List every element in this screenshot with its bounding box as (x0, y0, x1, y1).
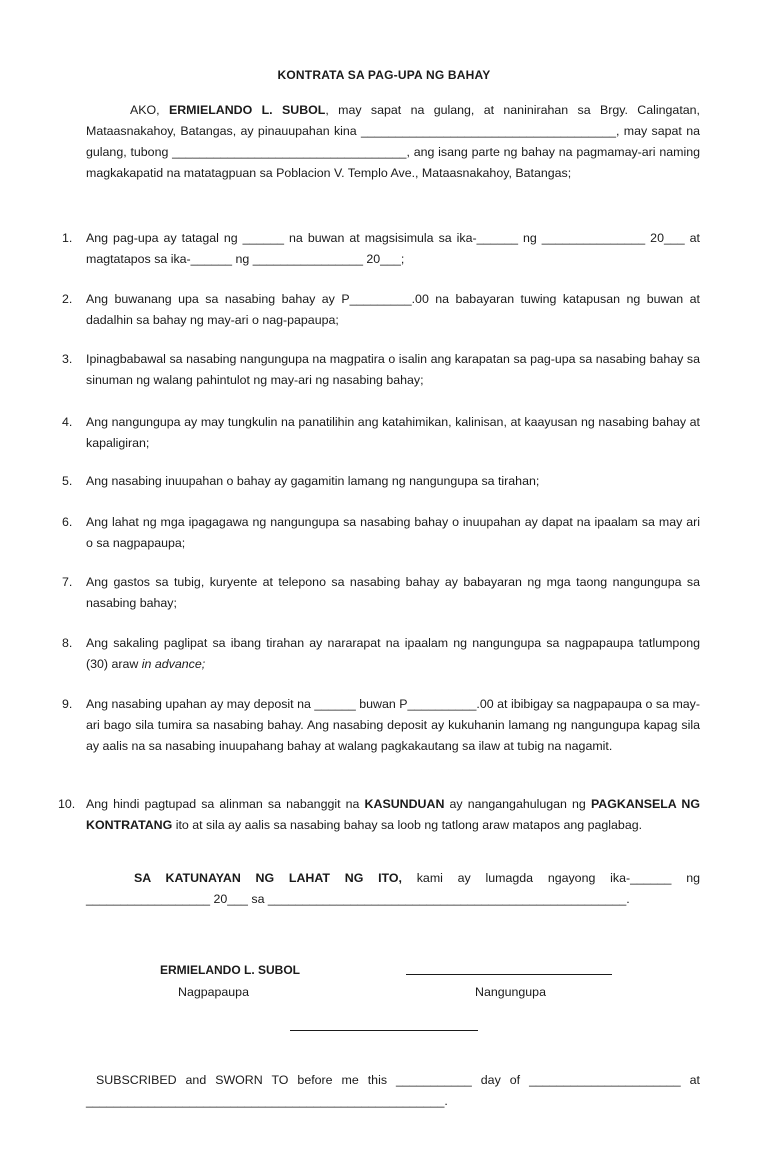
term-text: Ang nasabing inuupahan o bahay ay gagamitin lamang ng nangungupa sa tirahan; (86, 474, 540, 488)
term-number: 1. (62, 231, 73, 245)
intro-text-rest: , may sapat na gulang, at naninirahan sa Brgy. Calingatan, Mataasnakahoy, Batangas, ay pinauupahan kina _____________________________________, may sapat na gulang, tubong __________________________________, ang isang parte ng bahay na pagmamay-ari naming magkakapatid na matatagpuan sa Poblacion V. Templo Ave., Mataasnakahoy, Batangas; (86, 103, 700, 180)
term-text: Ang lahat ng mga ipagagawa ng nangungupa sa nasabing bahay o inuupahan ay dapat na ipaalam sa may ari o sa nagpapaupa; (86, 515, 700, 550)
sworn-paragraph: SUBSCRIBED and SWORN TO before me this ___________ day of ______________________ at ____________________________________________________. (86, 1073, 700, 1108)
lessee-signature-line (406, 962, 612, 975)
witness-bold: SA KATUNAYAN NG LAHAT NG ITO, (134, 871, 402, 885)
document-title: KONTRATA SA PAG-UPA NG BAHAY (277, 68, 491, 82)
term-number: 8. (62, 636, 73, 650)
term-text-a: Ang hindi pagtupad sa alinman sa nabanggit na (86, 797, 365, 811)
term-number: 3. (62, 352, 73, 366)
lessor-name-inline: ERMIELANDO L. SUBOL (168, 103, 326, 117)
term-number: 9. (62, 697, 73, 711)
term-text-main: Ang sakaling paglipat sa ibang tirahan ay nararapat na ipaalam ng nangungupa sa nagpapaupa tatlumpong (30) araw (86, 636, 700, 671)
term-number: 6. (62, 515, 73, 529)
term-text-italic: in advance; (141, 657, 206, 671)
intro-paragraph (86, 100, 700, 184)
term-number: 2. (62, 292, 73, 306)
term-text: Ipinagbabawal sa nasabing nangungupa na magpatira o isalin ang karapatan sa pag-upa sa nasabing bahay sa sinuman ng walang pahintulot ng may-ari ng nasabing bahay; (86, 352, 700, 387)
intro-text-start: AKO, (130, 103, 169, 117)
witness-text: kami ay lumagda ngayong ika-______ ng __________________ 20___ sa ____________________________________________________. (86, 871, 700, 906)
term-text: Ang pag-upa ay tatagal ng ______ na buwan at magsisimula sa ika-______ ng _______________ 20___ at magtatapos sa ika-______ ng ________________ 20___; (86, 231, 700, 266)
term-text: Ang nasabing upahan ay may deposit na ______ buwan P__________.00 at ibibigay sa nagpapaupa o sa may-ari bago sila tumira sa nasabing bahay. Ang nasabing deposit ay kukuhanin lamang ng nangungupa kapag sila ay aalis na sa nasabing inuupahang bahay at walang pagkakautang sa ilaw at tubig na nagamit. (86, 697, 700, 753)
lessee-role-label: Nangungupa (475, 985, 546, 999)
term-number: 5. (62, 474, 73, 488)
term-text: Ang buwanang upa sa nasabing bahay ay P_________.00 na babayaran tuwing katapusan ng buwan at dadalhin sa bahay ng may-ari o nag-papaupa; (86, 292, 700, 327)
term-bold-kasunduan: KASUNDUAN (364, 797, 445, 811)
term-text: Ang nangungupa ay may tungkulin na panatilihin ang katahimikan, kalinisan, at kaayusan ng nasabing bahay at kapaligiran; (86, 415, 700, 450)
term-text (86, 794, 700, 836)
term-text-b: ay nangangahulugan ng (444, 797, 591, 811)
witness-paragraph (86, 868, 700, 910)
lessor-signature-name: ERMIELANDO L. SUBOL (160, 963, 300, 977)
term-number: 7. (62, 575, 73, 589)
witness-signature-line (290, 1018, 478, 1031)
term-text-c: ito at sila ay aalis sa nasabing bahay sa loob ng tatlong araw matapos ang paglabag. (172, 818, 643, 832)
term-number: 10. (58, 797, 76, 811)
lessor-role-label: Nagpapaupa (178, 985, 249, 999)
term-number: 4. (62, 415, 73, 429)
term-text (86, 633, 700, 675)
term-text: Ang gastos sa tubig, kuryente at telepono sa nasabing bahay ay babayaran ng mga taong nangungupa sa nasabing bahay; (86, 575, 700, 610)
term-bold-pagkansela: PAGKANSELA NG KONTRATANG (86, 797, 700, 832)
